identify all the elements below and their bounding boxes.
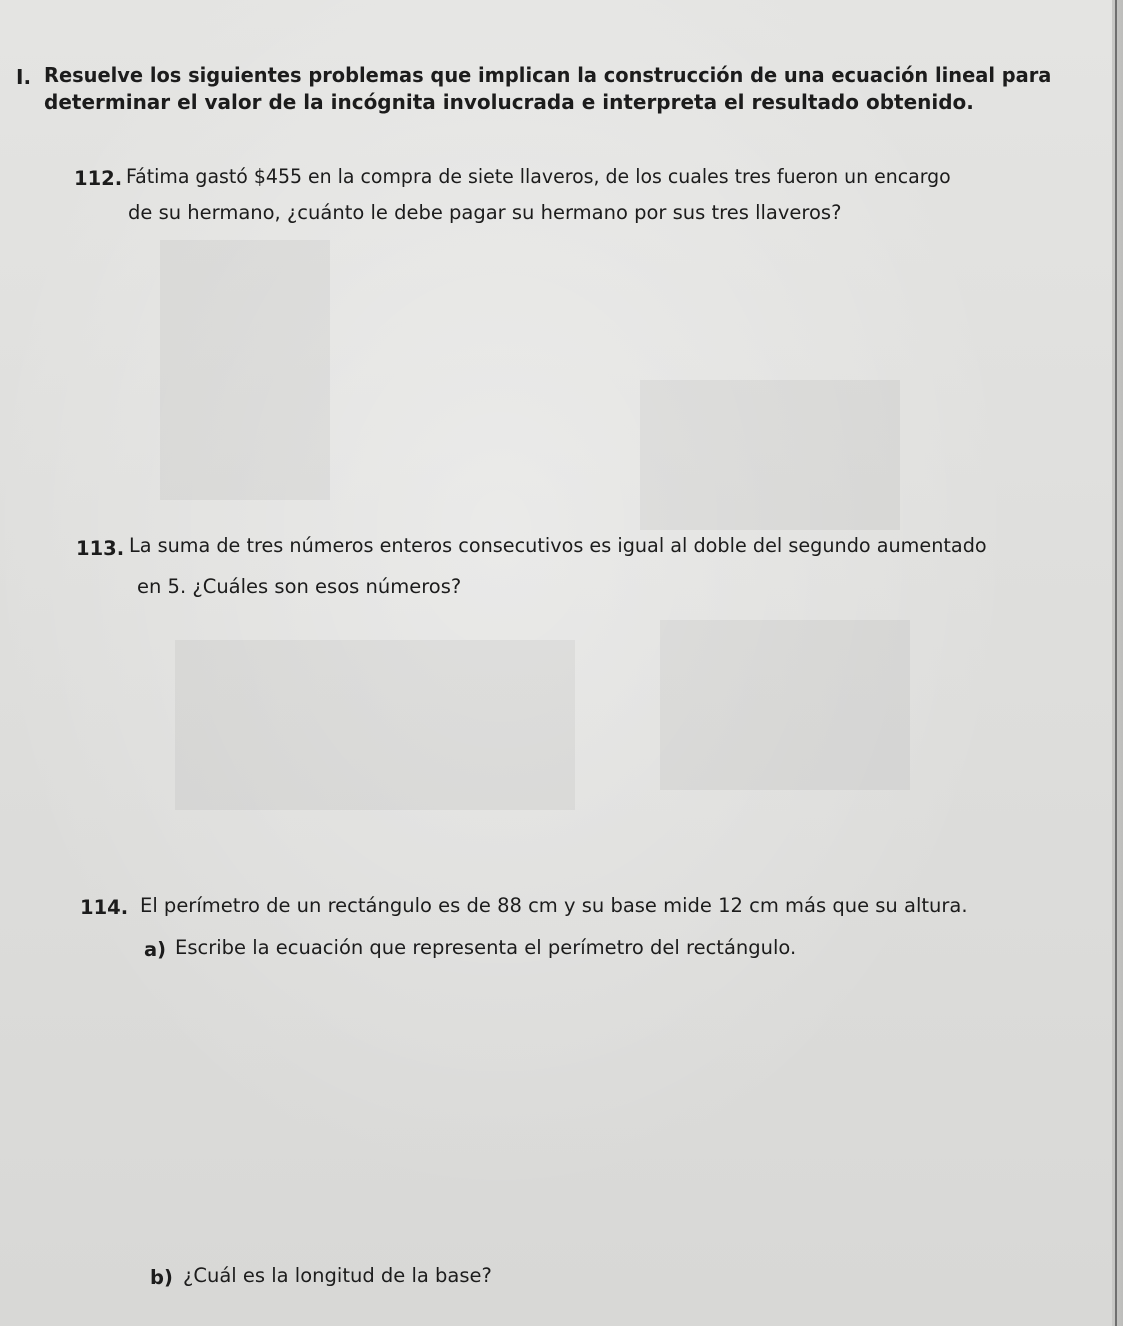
instructions-line-1: Resuelve los siguientes problemas que implican la construcción de una ecuación lineal para bbox=[44, 63, 1052, 87]
problem-112-line-1: Fátima gastó $455 en la compra de siete llaveros, de los cuales tres fueron un encargo bbox=[126, 165, 951, 188]
instructions-marker: I. bbox=[16, 65, 32, 89]
problem-114-number: 114. bbox=[80, 896, 129, 919]
problem-113-line-1: La suma de tres números enteros consecutivos es igual al doble del segundo aumentado bbox=[129, 534, 987, 557]
problem-114-part-a-text: Escribe la ecuación que representa el perímetro del rectángulo. bbox=[175, 936, 797, 959]
instructions-line-2: determinar el valor de la incógnita involucrada e interpreta el resultado obtenido. bbox=[44, 90, 974, 114]
page-edge bbox=[1112, 0, 1123, 1326]
problem-113-number: 113. bbox=[76, 537, 125, 560]
problem-112-line-2: de su hermano, ¿cuánto le debe pagar su hermano por sus tres llaveros? bbox=[128, 201, 842, 224]
problem-114-part-b-label: b) bbox=[150, 1266, 173, 1289]
problem-114-part-b-text: ¿Cuál es la longitud de la base? bbox=[183, 1264, 492, 1287]
problem-114-part-a-label: a) bbox=[144, 938, 167, 961]
page-edge-line bbox=[1115, 0, 1117, 1326]
bleed-through-shade bbox=[660, 620, 910, 790]
problem-114-line-1: El perímetro de un rectángulo es de 88 cm y su base mide 12 cm más que su altura. bbox=[140, 894, 968, 917]
bleed-through-shade bbox=[640, 380, 900, 530]
bleed-through-shade bbox=[160, 240, 330, 500]
bleed-through-shade bbox=[175, 640, 575, 810]
problem-112-number: 112. bbox=[74, 167, 123, 190]
problem-113-line-2: en 5. ¿Cuáles son esos números? bbox=[137, 575, 462, 598]
